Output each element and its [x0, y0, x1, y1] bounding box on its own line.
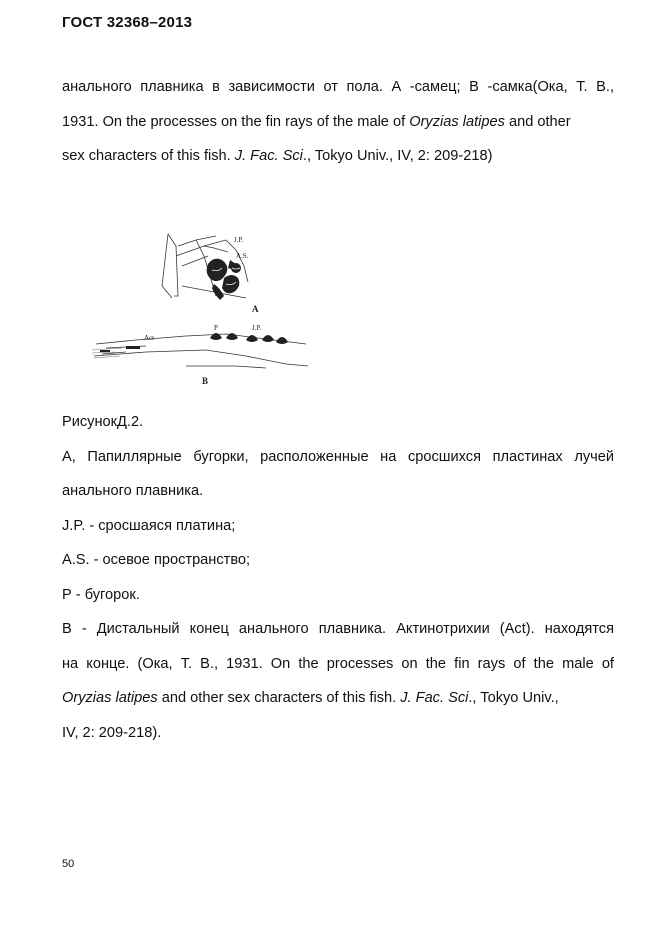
caption-p: Р - бугорок.: [62, 586, 140, 603]
page-number: 50: [62, 858, 75, 870]
intro-line-1: анального плавника в зависимости от пола. А -самец; В -самка(Ока, Т. В.,: [62, 79, 614, 95]
label-jp-top: J.P.: [234, 236, 244, 244]
intro-line-2: [62, 105, 614, 140]
label-as: A.S.: [236, 252, 249, 260]
label-jp-bottom: J.P.: [252, 324, 262, 332]
species-name: Oryzias latipes: [409, 113, 505, 130]
caption-b-line-3-text: and other sex characters of this fish.: [157, 690, 401, 706]
label-p: P: [214, 324, 218, 332]
fin-drawing: [86, 226, 312, 390]
journal-name-2: J. Fac. Sci: [400, 690, 469, 706]
intro-line-3: [62, 139, 614, 174]
label-a: A: [252, 304, 259, 314]
caption-b-line-2: на конце. (Ока, Т. В., 1931. On the processes on the fin rays of the male of: [62, 655, 614, 672]
caption-b-line-3-end: ., Tokyo Univ.,: [468, 690, 559, 706]
intro-paragraph: [62, 70, 614, 174]
caption-b-line-4: IV, 2: 209-218).: [62, 724, 162, 741]
label-b: B: [202, 376, 209, 386]
caption-jp: J.P. - сросшаяся платина;: [62, 517, 236, 534]
label-act: Act: [144, 334, 155, 342]
caption-block: [62, 405, 614, 750]
fin-illustration: [86, 226, 312, 390]
journal-name: J. Fac. Sci: [234, 148, 303, 164]
caption-b-line-1: В - Дистальный конец анального плавника. Актинотрихии (Act). находятся: [62, 621, 614, 637]
intro-line-3-end: ., Tokyo Univ., IV, 2: 209-218): [302, 148, 493, 164]
figure-title: РисунокД.2.: [62, 414, 144, 430]
document-header: ГОСТ 32368–2013: [62, 14, 193, 31]
species-name-2: Oryzias latipes: [62, 690, 158, 706]
caption-as: A.S. - осевое пространство;: [62, 552, 251, 568]
caption-a-line-2: анального плавника.: [62, 483, 204, 499]
caption-b-line-3: [62, 681, 614, 716]
intro-line-2-text: 1931. On the processes on the fin rays of the male of: [62, 113, 410, 130]
intro-line-2-end: and other: [504, 113, 571, 130]
intro-line-3-text: sex characters of this fish.: [62, 148, 235, 164]
caption-a-line-1: А, Папиллярные бугорки, расположенные на сросшихся пластинах лучей: [62, 448, 614, 465]
